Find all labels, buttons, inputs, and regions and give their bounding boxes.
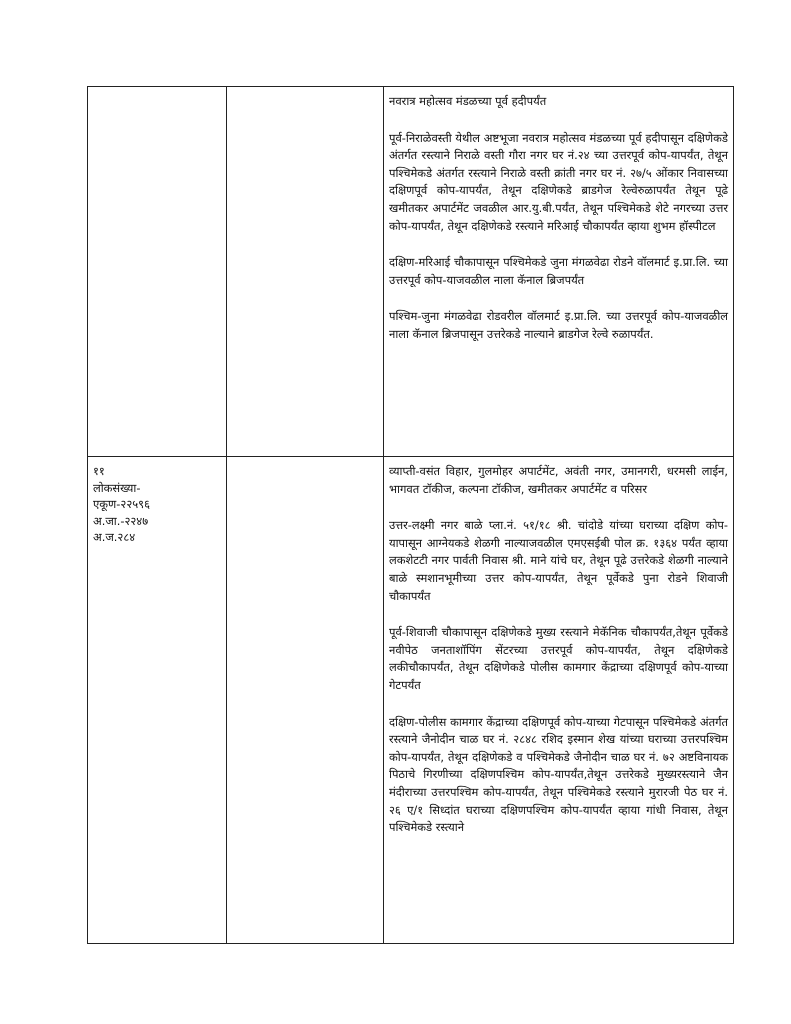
population-sc: अ.जा.-२२४७	[93, 513, 149, 528]
blank-cell	[227, 457, 384, 944]
coverage-paragraph: व्याप्ती-वसंत विहार, गुलमोहर अपार्टमेंट, अवंती नगर, उमानगरी, धरमसी लाईन, भागवत टॉकीज, कल्पना टॉकीज, खमीतकर अपार्टमेंट व परिसर	[389, 464, 728, 496]
boundary-paragraph: नवरात्र महोत्सव मंडळच्या पूर्व हदीपर्यंत	[389, 94, 547, 108]
north-boundary-paragraph: उत्तर-लक्ष्मी नगर बाळे प्ला.नं. ५१/१८ श्री. चांदोडे यांच्या घराच्या दक्षिण कोप-यापासून आग्नेयकडे शेळगी नाल्याजवळील एमएसईबी पोल क्र. १३६४ पर्यंत व्हाया लकशेटटी नगर पार्वती निवास श्री. माने यांचे घर, तेथून पूढे उत्तरेकडे शेळगी नाल्याने बाळे स्मशानभूमीच्या उत्तर कोप-यापर्यंत, तेथून पूर्वेकडे पुना रोडने शिवाजी चौकापर्यंत	[389, 518, 728, 603]
east-boundary-paragraph: पूर्व-शिवाजी चौकापासून दक्षिणेकडे मुख्य रस्त्याने मेकॅनिक चौकापर्यंत,तेथून पूर्वेकडे नवीपेठ जनताशॉपिंग सेंटरच्या उत्तरपूर्व कोप-यापर्यंत, तेथून दक्षिणेकडे लकीचौकापर्यंत, तेथून दक्षिणेकडे पोलीस कामगार केंद्राच्या दक्षिणपूर्व कोप-याच्या गेटपर्यंत	[389, 625, 728, 692]
south-boundary-paragraph: दक्षिण-मरिआई चौकापासून पश्चिमेकडे जुना मंगळवेढा रोडने वॉलमार्ट इ.प्रा.लि. च्या उत्तरपूर्व कोप-याजवळील नाला कॅनाल ब्रिजपर्यंत	[389, 255, 728, 287]
table-row	[88, 457, 734, 944]
population-label: लोकसंख्या-	[93, 480, 141, 495]
population-st: अ.ज.२८४	[93, 530, 136, 544]
west-boundary-paragraph: पश्चिम-जुना मंगळवेढा रोडवरील वॉलमार्ट इ.प्रा.लि. च्या उत्तरपूर्व कोप-याजवळील नाला कॅनाल ब्रिजपासून उत्तरेकडे नाल्याने ब्राडगेज रेल्वे रुळापर्यंत.	[389, 309, 728, 341]
ward-info-cell	[88, 457, 227, 944]
boundary-description-cell	[384, 457, 734, 944]
ward-boundary-table	[87, 86, 734, 944]
ward-number: ११	[93, 464, 105, 478]
blank-cell	[227, 87, 384, 457]
table-row	[88, 87, 734, 457]
ward-info-cell	[88, 87, 227, 457]
east-boundary-paragraph: पूर्व-निराळेवस्ती येथील अष्टभूजा नवरात्र महोत्सव मंडळच्या पूर्व हदीपासून दक्षिणेकडे अंतर्गत रस्त्याने निराळे वस्ती गौरा नगर घर नं.२४ च्या उत्तरपूर्व कोप-यापर्यंत, तेथून पश्चिमेकडे अंतर्गत रस्त्याने निराळे वस्ती क्रांती नगर घर नं. २७/५ ओंकार निवासच्या दक्षिणपूर्व कोप-यापर्यंत, तेथून दक्षिणेकडे ब्राडगेज रेल्वेरुळापर्यंत तेथून पूढे खमीतकर अपार्टमेंट जवळील आर.यु.बी.पर्यंत, तेथून पश्चिमेकडे शेटे नगरच्या उत्तर कोप-यापर्यंत, तेथून दक्षिणेकडे रस्त्याने मरिआई चौकापर्यंत व्हाया शुभम हॉस्पीटल	[389, 130, 728, 233]
boundary-description-cell	[384, 87, 734, 457]
south-boundary-paragraph: दक्षिण-पोलीस कामगार केंद्राच्या दक्षिणपूर्व कोप-याच्या गेटपासून पश्चिमेकडे अंतर्गत रस्त्याने जैनोदीन चाळ घर नं. २८४८ रशिद इस्मान शेख यांच्या घराच्या उत्तरपश्चिम कोप-यापर्यंत, तेथून दक्षिणेकडे व पश्चिमेकडे जैनोदीन चाळ घर नं. ७२ अष्टविनायक पिठाचे गिरणीच्या दक्षिणपश्चिम कोप-यापर्यंत,तेथून उत्तरेकडे मुख्यरस्त्याने जैन मंदीराच्या उत्तरपश्चिम कोप-यापर्यंत, तेथून पश्चिमेकडे रस्त्याने मुरारजी पेठ घर नं. २६ ए/१ सिध्दांत घराच्या दक्षिणपश्चिम कोप-यापर्यंत व्हाया गांधी निवास, तेथून पश्चिमेकडे रस्त्याने	[389, 714, 728, 835]
population-total: एकूण-२२५९६	[93, 497, 151, 511]
